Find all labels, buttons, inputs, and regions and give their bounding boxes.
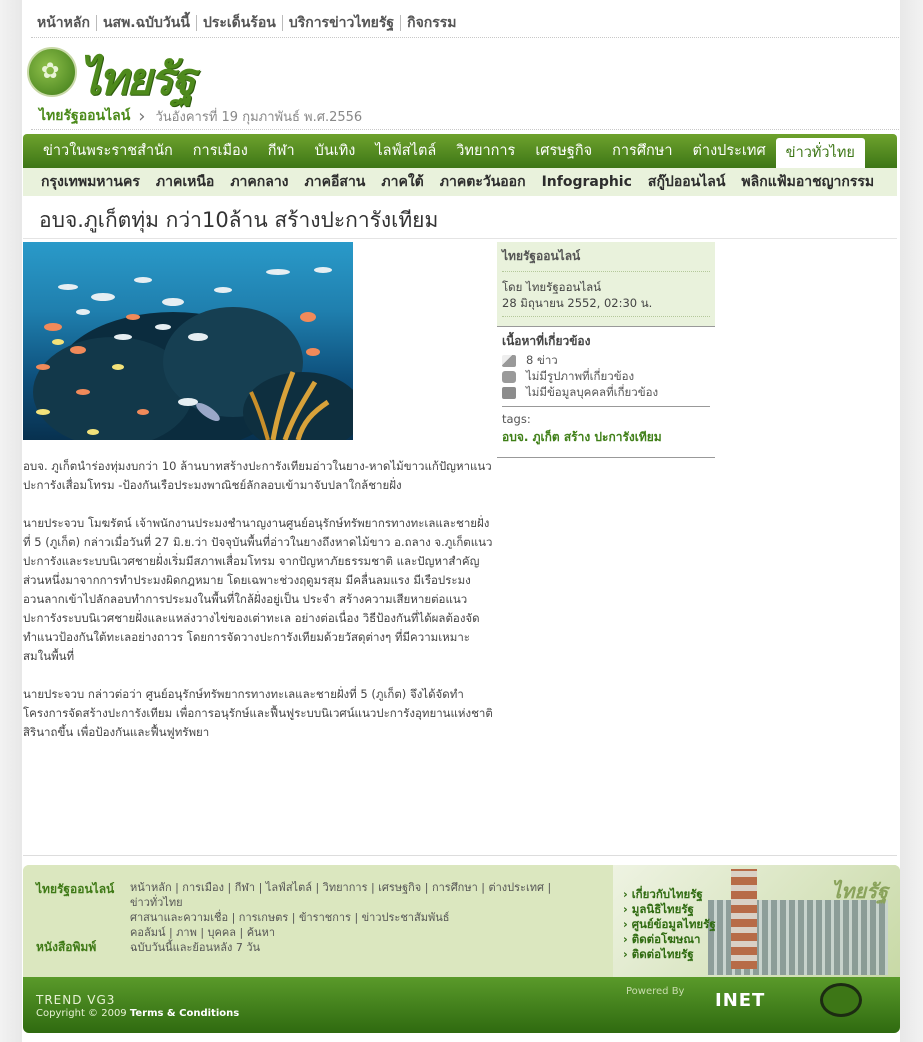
- top-nav-hot-issues[interactable]: ประเด็นร้อน: [202, 15, 276, 31]
- nav-science[interactable]: วิทยาการ: [456, 143, 516, 159]
- page: [22, 0, 900, 1042]
- site-footer: [23, 865, 900, 1033]
- nav-royal-news[interactable]: ข่าวในพระราชสำนัก: [43, 143, 173, 159]
- publish-datetime: 28 มิถุนายน 2552, 02:30 น.: [502, 296, 653, 310]
- site-logo[interactable]: [27, 44, 217, 105]
- subnav-crime-files[interactable]: พลิกแฟ้มอาชญากรรม: [741, 174, 875, 190]
- top-nav: [31, 12, 463, 34]
- footer-logo: ไทยรัฐ: [831, 879, 888, 903]
- nav-entertainment[interactable]: บันเทิง: [314, 143, 356, 159]
- divider: [502, 316, 710, 317]
- subnav-bangkok[interactable]: กรุงเทพมหานคร: [41, 174, 140, 190]
- breadcrumb: [39, 105, 362, 127]
- person-icon: [502, 387, 516, 399]
- nav-politics[interactable]: การเมือง: [192, 143, 248, 159]
- current-date: วันอังคารที่ 19 กุมภาพันธ์ พ.ศ.2556: [155, 109, 363, 125]
- article-paragraph: นายประจวบ โมฆรัตน์ เจ้าพนักงานประมงชำนาญงานศูนย์อนุรักษ์ทรัพยากรทางทะเลและชายฝั่งที่ 5 (ภูเก็ต) กล่าวเมื่อวันที่ 27 มิ.ย.ว่า ปัจจุบันพื้นที่อ่าวในยางถึงหาดไม้ขาว อ.ถลาง จ.ภูเก็ตแนวปะการังและระบบนิเวศชายฝั่งเริ่มมีสภาพเสื่อมโทรม จากปัญหาภัยธรรมชาติ และปัญหาสำคัญส่วนหนึ่งมาจากการทำประมงผิดกฎหมาย โดยเฉพาะช่วงฤดูมรสุม มีคลื่นลมแรง มีเรือประมงอวนลากเข้าไปลักลอบทำการประมงในพื้นที่ใกล้ฝั่งอยู่เป็น ประจำ สร้างความเสียหายต่อแนวปะการังระบบนิเวศชายฝั่งและแหล่งวางไข่ของเต่าทะเล อย่างต่อเนื่อง วิธีป้องกันที่ได้ผลต้องจัดทำแนวป้องกันใต้ทะเลอย่างถาวร โดยการจัดวางปะการังเทียมด้วยวัสดุต่างๆ ที่มีความเหมาะสมในพื้นที่: [23, 516, 493, 663]
- article-photo: [23, 242, 353, 440]
- nav-economy[interactable]: เศรษฐกิจ: [535, 143, 593, 159]
- nav-foreign[interactable]: ต่างประเทศ: [692, 143, 766, 159]
- related-photos-text: ไม่มีรูปภาพที่เกี่ยวข้อง: [526, 369, 635, 383]
- related-title: เนื้อหาที่เกี่ยวข้อง: [502, 334, 591, 348]
- chevron-right-icon: ›: [138, 105, 146, 127]
- powered-by-label: Powered By: [626, 986, 685, 997]
- footer-links: [130, 880, 570, 955]
- info-center-link[interactable]: › ศูนย์ข้อมูลไทยรัฐ: [623, 917, 716, 931]
- contact-link[interactable]: › ติดต่อไทยรัฐ: [623, 947, 694, 961]
- subnav-east[interactable]: ภาคตะวันออก: [439, 174, 526, 190]
- footer-label-online: ไทยรัฐออนไลน์: [36, 882, 115, 896]
- trend-vg3-logo: TREND VG3: [36, 993, 116, 1007]
- top-nav-today-paper[interactable]: นสพ.ฉบับวันนี้: [102, 15, 190, 31]
- tags-links[interactable]: อบจ. ภูเก็ต สร้าง ปะการังเทียม: [502, 430, 662, 444]
- top-nav-services[interactable]: บริการข่าวไทยรัฐ: [288, 15, 395, 31]
- article-headline: อบจ.ภูเก็ตทุ่ม กว่า10ล้าน สร้างปะการังเทียม: [39, 208, 439, 232]
- nav-sports[interactable]: กีฬา: [267, 143, 295, 159]
- footer-links-archive[interactable]: ฉบับวันนี้และย้อนหลัง 7 วัน: [130, 941, 261, 954]
- author: โดย ไทยรัฐออนไลน์: [502, 280, 602, 294]
- subnav-north[interactable]: ภาคเหนือ: [155, 174, 215, 190]
- footer-building-banner: [613, 865, 900, 977]
- subnav-south[interactable]: ภาคใต้: [381, 174, 424, 190]
- main-nav: [23, 134, 897, 168]
- tags-section: [497, 407, 715, 452]
- related-people-text: ไม่มีข้อมูลบุคคลที่เกี่ยวข้อง: [526, 385, 659, 399]
- copyright: [36, 1008, 239, 1019]
- divider: [31, 37, 899, 38]
- related-content: [497, 327, 715, 406]
- terms-link[interactable]: Terms & Conditions: [129, 1008, 240, 1019]
- footer-bottom-bar: [23, 977, 900, 1033]
- footer-label-print: หนังสือพิมพ์: [36, 940, 97, 954]
- divider: [31, 129, 899, 130]
- footer-links-misc[interactable]: คอลัมน์ | ภาพ | บุคคล | ค้นหา: [130, 926, 275, 939]
- top-nav-home[interactable]: หน้าหลัก: [37, 15, 90, 31]
- logo-wordmark: ไทยรัฐ: [79, 54, 194, 105]
- foundation-link[interactable]: › มูลนิธิไทยรัฐ: [623, 902, 694, 916]
- breadcrumb-site[interactable]: ไทยรัฐออนไลน์: [39, 108, 131, 124]
- divider: [23, 855, 897, 856]
- related-photos-row: [502, 369, 710, 385]
- related-news-row[interactable]: [502, 353, 710, 369]
- subnav-scoop-online[interactable]: สกู๊ปออนไลน์: [647, 174, 726, 190]
- divider: [497, 457, 715, 458]
- article-paragraph: อบจ. ภูเก็ตนำร่องทุ่มงบกว่า 10 ล้านบาทสร้างปะการังเทียมอ่าวในยาง-หาดไม้ขาวแก้ปัญหาแนวปะการังเสื่อมโทรม -ป้องกันเรือประมงพาณิชย์ลักลอบเข้ามาจับปลาใกล้ชายฝั่ง: [23, 459, 492, 492]
- article-meta-box: [497, 242, 715, 326]
- nav-lifestyle[interactable]: ไลฟ์สไตล์: [375, 143, 437, 159]
- advertising-link[interactable]: › ติดต่อโฆษณา: [623, 932, 701, 946]
- tags-label: tags:: [502, 412, 531, 426]
- tower-image: [731, 869, 757, 969]
- seal-icon: [820, 983, 862, 1017]
- top-nav-activities[interactable]: กิจกรรม: [407, 15, 457, 31]
- inet-logo: INET: [715, 990, 766, 1011]
- page-shadow-right: [900, 0, 923, 1042]
- source-label: ไทยรัฐออนไลน์: [502, 247, 710, 272]
- sub-nav: [23, 168, 897, 196]
- logo-emblem-icon: ✿: [27, 47, 77, 97]
- about-link[interactable]: › เกี่ยวกับไทยรัฐ: [623, 887, 703, 901]
- nav-education[interactable]: การศึกษา: [612, 143, 673, 159]
- article-paragraph: นายประจวบ กล่าวต่อว่า ศูนย์อนุรักษ์ทรัพยากรทางทะเลและชายฝั่งที่ 5 (ภูเก็ต) จึงได้จัดทำโครงการจัดสร้างปะการังเทียม เพื่อการอนุรักษ์และฟื้นฟูระบบนิเวศน์แนวปะการังอุทยานแห่งชาติสิรินาถขึ้น เพื่อป้องกันและฟื้นฟูทรัพยา: [23, 687, 493, 739]
- divider: [23, 238, 897, 239]
- page-shadow-left: [0, 0, 22, 1042]
- related-news-count: 8 ข่าว: [526, 353, 558, 367]
- nav-local-news-active[interactable]: ข่าวทั่วไทย: [776, 138, 865, 168]
- article-info-sidebar: [497, 242, 715, 458]
- footer-links-more[interactable]: ศาสนาและความเชื่อ | การเกษตร | ข้าราชการ | ข่าวประชาสัมพันธ์: [130, 911, 450, 924]
- copyright-text: Copyright © 2009: [36, 1008, 127, 1019]
- news-icon: [502, 355, 516, 367]
- subnav-central[interactable]: ภาคกลาง: [230, 174, 289, 190]
- subnav-northeast[interactable]: ภาคอีสาน: [304, 174, 366, 190]
- camera-icon: [502, 371, 516, 383]
- footer-links-sections[interactable]: หน้าหลัก | การเมือง | กีฬา | ไลฟ์สไตล์ | วิทยาการ | เศรษฐกิจ | การศึกษา | ต่างประเทศ | ข่าวทั่วไทย: [130, 881, 552, 909]
- footer-about-links: [623, 887, 716, 962]
- related-people-row: [502, 385, 710, 401]
- subnav-infographic[interactable]: Infographic: [541, 174, 632, 190]
